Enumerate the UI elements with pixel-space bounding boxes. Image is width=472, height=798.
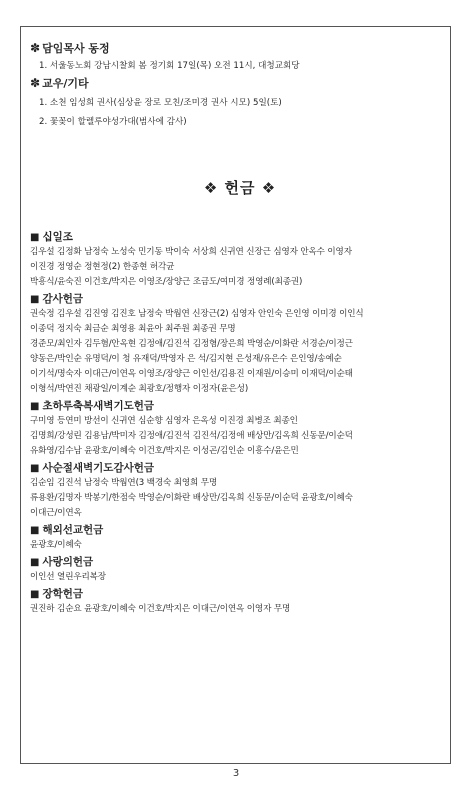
offering-donor-line: 경준모/최인자 김두혐/안옥현 김정애/김진석 김정혐/장은희 박영순/이화란 서경순/이정근	[30, 339, 353, 349]
asterisk-bullet-icon: ✽	[30, 41, 41, 55]
offering-donor-line: 구미영 등연미 방선이 신귀연 심순향 심영자 은옥성 이진경 최병조 최종인	[30, 416, 298, 426]
asterisk-bullet-icon: ✽	[30, 76, 41, 90]
offering-section-heading: ■ 사랑의헌금	[30, 556, 94, 568]
members-news-item: 1. 소천 임성희 권사(심상윤 장로 모친/조미경 권사 시모) 5일(토)	[39, 98, 282, 108]
offering-donor-line: 권진하 김순요 윤광호/이혜숙 이건호/박지은 이대근/이연옥 이영자 무명	[30, 604, 291, 614]
offering-donor-line: 윤광호/이혜숙	[30, 540, 82, 550]
members-news-item: 2. 꽃꽂이 할렐루야성가대(범사에 감사)	[39, 117, 187, 127]
bulletin-page-frame	[20, 26, 451, 764]
offering-donor-line: 이진경 정영순 정현정(2) 한종현 허각균	[30, 262, 175, 272]
square-bullet-icon: ■	[30, 557, 40, 568]
square-bullet-icon: ■	[30, 525, 40, 536]
offering-donor-line: 이종덕 정지숙 최금순 최영용 최윤아 최주원 최종권 무명	[30, 324, 236, 334]
offering-donor-line: 양동은/박인순 유명덕/이 청 유재덕/박영자 은 석/김지현 은성재/유은수 은인영/송예순	[30, 354, 342, 364]
offering-donor-line: 김우설 김정화 남정숙 노성숙 민기동 박이숙 서상희 신귀연 신장근 심영자 안옥수 이영자	[30, 247, 352, 257]
offering-section-heading: ■ 사순절새벽기도감사헌금	[30, 462, 155, 474]
offering-donor-line: 박흥식/윤숙진 이건호/박지은 이영조/장양근 조금도/여미경 정영례(최종권)	[30, 277, 303, 287]
offering-donor-line: 이기석/명숙자 이대근/이연옥 이영조/장양근 이인선/김용진 이재원/이승미 이재덕/이순태	[30, 369, 353, 379]
offering-donor-line: 이대근/이연옥	[30, 508, 82, 518]
members-news-heading: ✽ 교우/기타	[30, 76, 89, 90]
square-bullet-icon: ■	[30, 294, 40, 305]
offering-sections	[30, 230, 450, 617]
offering-section-heading: ■ 십일조	[30, 231, 73, 243]
square-bullet-icon: ■	[30, 463, 40, 474]
offering-section-heading: ■ 감사헌금	[30, 293, 84, 305]
square-bullet-icon: ■	[30, 401, 40, 412]
offering-donor-line: 김순임 김진석 남정숙 박웜연(3 백경숙 최영희 무명	[30, 478, 218, 488]
pastor-news-item: 1. 서울동노회 강남시찰회 봄 정기회 17일(목) 오전 11시, 대청교회당	[39, 61, 300, 71]
square-bullet-icon: ■	[30, 232, 40, 243]
square-bullet-icon: ■	[30, 589, 40, 600]
offering-donor-line: 유화영/김수남 윤광호/이혜숙 이건호/박지은 이성곤/김인순 이흥수/윤은민	[30, 446, 299, 456]
offering-section-heading: ■ 장학헌금	[30, 588, 84, 600]
offering-donor-line: 이형석/박연진 채광일/이계순 최광호/정행자 이정자(윤은성)	[30, 384, 249, 394]
page-number: 3	[232, 768, 240, 779]
offering-donor-line: 김명희/강성린 김용남/박미자 김정애/김진석 김진석/김정애 배상만/김옥희 신동문/이순덕	[30, 431, 353, 441]
offering-section-heading: ■ 해외선교헌금	[30, 524, 104, 536]
offering-title: ❖ 헌금 ❖	[203, 179, 277, 197]
pastor-news-heading: ✽ 담임목사 동정	[30, 41, 110, 55]
offering-donor-line: 이인선 열린우리복장	[30, 572, 106, 582]
offering-donor-line: 권숙정 김우설 김진영 김진호 남정숙 박웜연 신장근(2) 심영자 안인숙 은인영 이미경 이인식	[30, 309, 364, 319]
offering-donor-line: 류용환/김명자 박봉기/한점숙 박영순/이화란 배상만/김옥희 신동문/이순덕 윤광호/이혜숙	[30, 493, 353, 503]
offering-section-heading: ■ 초하루축복새벽기도헌금	[30, 400, 155, 412]
